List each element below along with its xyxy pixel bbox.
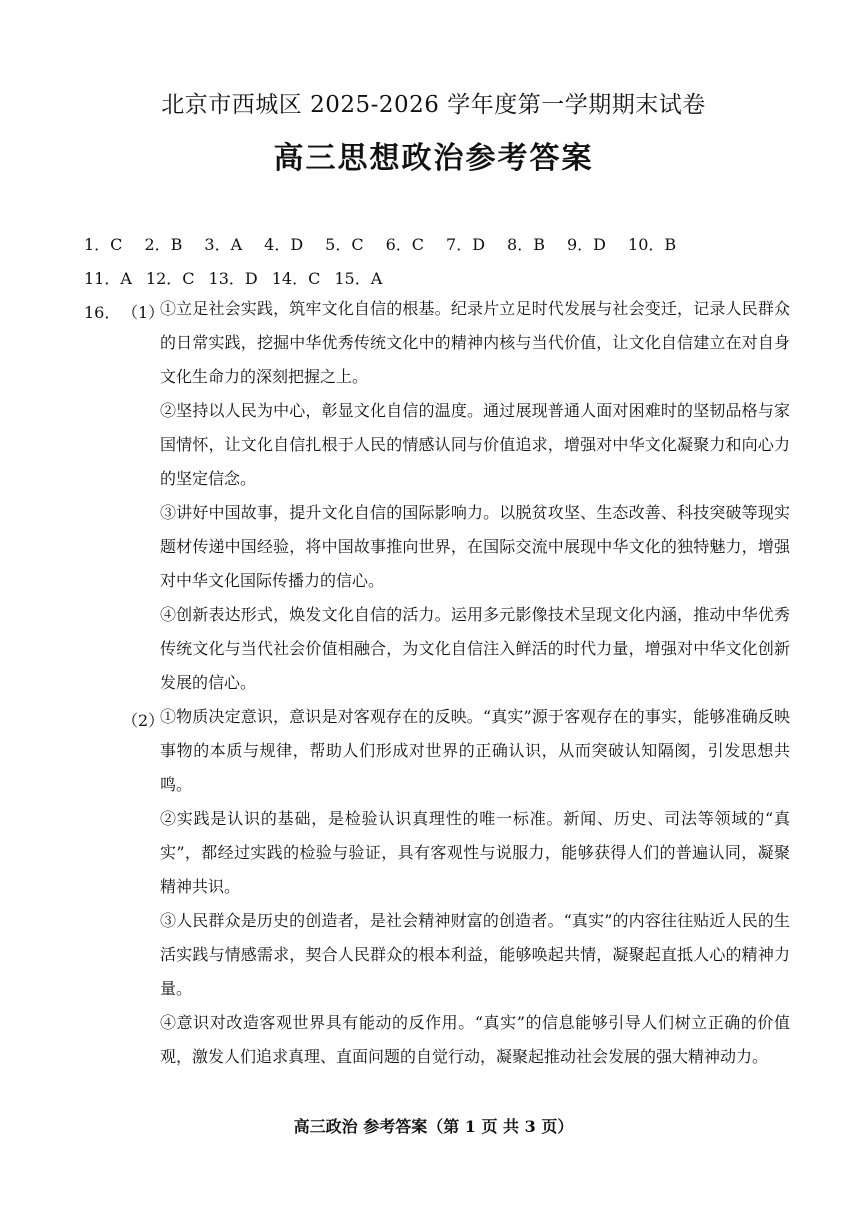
- part-1-point-1: ①立足社会实践，筑牢文化自信的根基。纪录片立足时代发展与社会变迁，记录人民群众的日常实践，挖掘中华优秀传统文化中的精神内核与当代价值，让文化自信建立在对自身文化生命力的深刻把握之上。: [160, 299, 790, 386]
- multiple-choice-row-2: [84, 266, 396, 289]
- part-2-point-4: ④意识对改造客观世界具有能动的反作用。“真实”的信息能够引导人们树立正确的价值观，激发人们追求真理、直面问题的自觉行动，凝聚起推动社会发展的强大精神动力。: [160, 1013, 790, 1066]
- document-title: 高三思想政治参考答案: [273, 141, 594, 176]
- part-1-label: （1）: [122, 303, 165, 322]
- mc-answer: 12．C: [145, 269, 195, 288]
- question-16-number: 16．: [84, 303, 121, 322]
- multiple-choice-row-1: [84, 232, 698, 255]
- mc-answer: 8．B: [507, 235, 545, 254]
- part-2-point-3: ③人民群众是历史的创造者，是社会精神财富的创造者。“真实”的内容往往贴近人民的生活实践与情感需求，契合人民群众的根本利益，能够唤起共情，凝聚起直抵人心的精神力量。: [160, 911, 790, 998]
- part-2-point-2: ②实践是认识的基础，是检验认识真理性的唯一标准。新闻、历史、司法等领域的“真实”，都经过实践的检验与验证，具有客观性与说服力，能够获得人们的普遍认同，凝聚精神共识。: [160, 809, 790, 896]
- part-2-point-1: ①物质决定意识，意识是对客观存在的反映。“真实”源于客观存在的事实，能够准确反映事物的本质与规律，帮助人们形成对世界的正确认识，从而突破认知隔阂，引发思想共鸣。: [160, 707, 790, 794]
- mc-answer: 9．D: [567, 235, 607, 254]
- mc-answer: 5．C: [325, 235, 364, 254]
- mc-answer: 3．A: [204, 235, 243, 254]
- mc-answer: 6．C: [385, 235, 425, 254]
- part-1-point-2: ②坚持以人民为中心，彰显文化自信的温度。通过展现普通人面对困难时的坚韧品格与家国情怀，让文化自信扎根于人民的情感认同与价值追求，增强对中华文化凝聚力和向心力的坚定信念。: [160, 401, 790, 488]
- mc-answer: 10．B: [628, 235, 677, 254]
- mc-answer: 7．D: [446, 235, 486, 254]
- mc-answer: 14．C: [271, 269, 321, 288]
- mc-answer: 1．C: [84, 235, 123, 254]
- part-1-point-4: ④创新表达形式，焕发文化自信的活力。运用多元影像技术呈现文化内涵，推动中华优秀传统文化与当代社会价值相融合，为文化自信注入鲜活的时代力量，增强对中华文化创新发展的信心。: [160, 605, 790, 692]
- part-1-point-3: ③讲好中国故事，提升文化自信的国际影响力。以脱贫攻坚、生态改善、科技突破等现实题材传递中国经验，将中国故事推向世界，在国际交流中展现中华文化的独特魅力，增强对中华文化国际传播力的信心。: [160, 503, 790, 590]
- page-footer: 高三政治 参考答案（第 1 页 共 3 页）: [293, 1117, 574, 1136]
- mc-answer: 11．A: [84, 269, 132, 288]
- exam-title: 北京市西城区 2025-2026 学年度第一学期期末试卷: [161, 92, 706, 118]
- mc-answer: 4．D: [264, 235, 304, 254]
- mc-answer: 15．A: [334, 269, 383, 288]
- mc-answer: 2．B: [144, 235, 183, 254]
- mc-answer: 13．D: [208, 269, 258, 288]
- part-2-label: （2）: [122, 711, 165, 730]
